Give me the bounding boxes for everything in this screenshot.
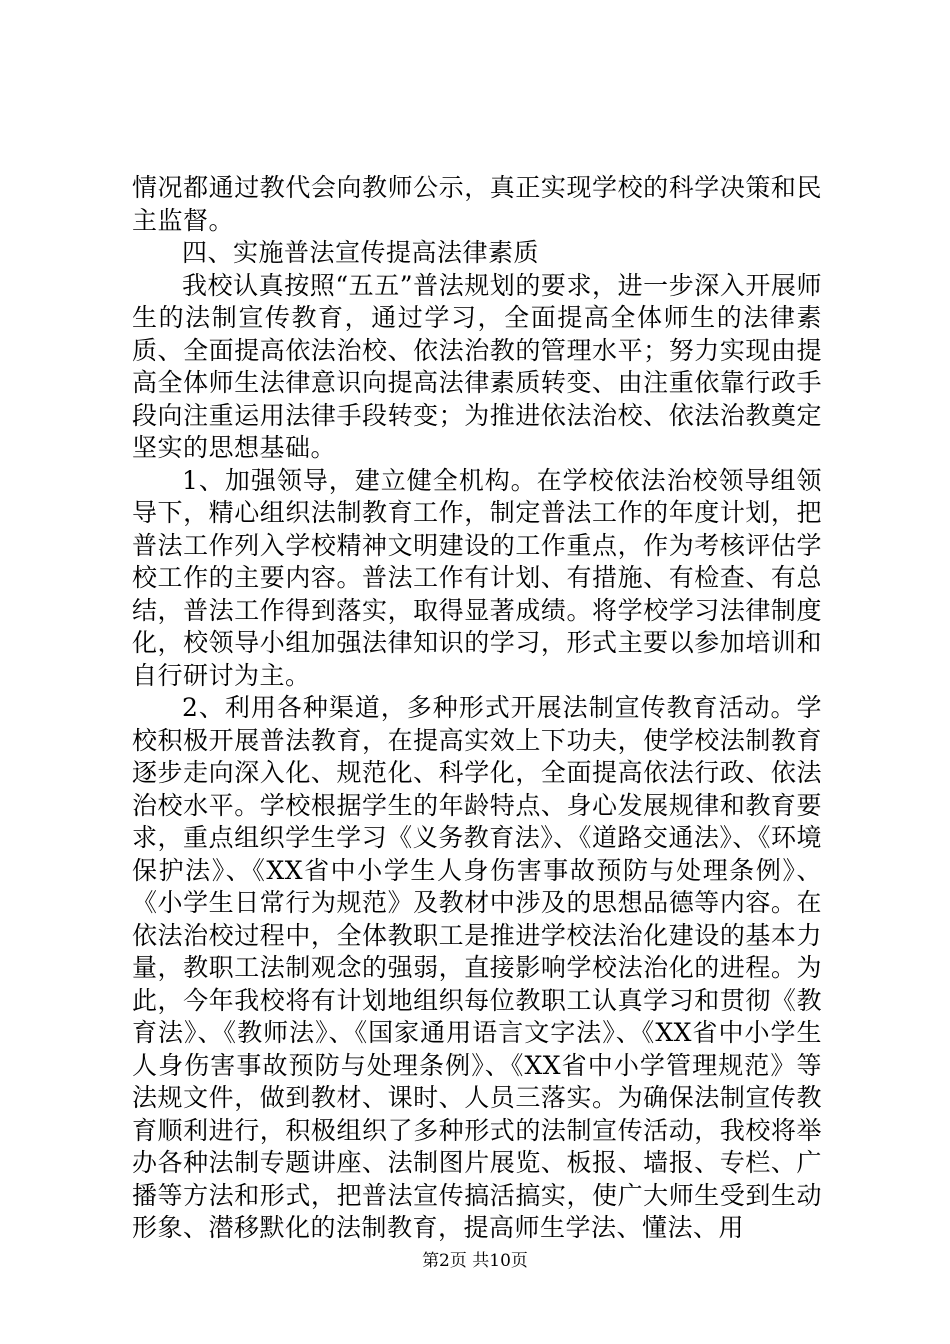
- paragraph-item-2: 2、利用各种渠道，多种形式开展法制宣传教育活动。学校积极开展普法教育，在提高实效上下功夫，使学校法制教育逐步走向深入化、规范化、科学化，全面提高依法行政、依法治校水平。学校根据学生的年龄特点、身心发展规律和教育要求，重点组织学生学习《义务教育法》、《道路交通法》、《环境保护法》、《XX省中小学生人身伤害事故预防与处理条例》、《小学生日常行为规范》及教材中涉及的思想品德等内容。在依法治校过程中，全体教职工是推进学校法治化建设的基本力量，教职工法制观念的强弱，直接影响学校法治化的进程。为此，今年我校将有计划地组织每位教职工认真学习和贯彻《教育法》、《教师法》、《国家通用语言文字法》、《XX省中小学生人身伤害事故预防与处理条例》、《XX省中小学管理规范》等法规文件，做到教材、课时、人员三落实。为确保法制宣传教育顺利进行，积极组织了多种形式的法制宣传活动，我校将举办各种法制专题讲座、法制图片展览、板报、墙报、专栏、广播等方法和形式，把普法宣传搞活搞实，使广大师生受到生动形象、潜移默化的法制教育，提高师生学法、懂法、用: [132, 693, 822, 1242]
- section-heading: 四、实施普法宣传提高法律素质: [182, 238, 540, 267]
- document-body: [132, 172, 822, 1245]
- page-number-footer: 第2页 共10页: [422, 1251, 528, 1271]
- paragraph-item-1: 1、加强领导，建立健全机构。在学校依法治校领导组领导下，精心组织法制教育工作，制定普法工作的年度计划，把普法工作列入学校精神文明建设的工作重点，作为考核评估学校工作的主要内容。普法工作有计划、有措施、有检查、有总结，普法工作得到落实，取得显著成绩。将学校学习法律制度化，校领导小组加强法律知识的学习，形式主要以参加培训和自行研讨为主。: [132, 465, 822, 690]
- paragraph-continuation: 情况都通过教代会向教师公示，真正实现学校的科学决策和民主监督。: [132, 173, 822, 235]
- paragraph-intro: 我校认真按照“五五”普法规划的要求，进一步深入开展师生的法制宣传教育，通过学习，全面提高全体师生的法律素质、全面提高依法治校、依法治教的管理水平；努力实现由提高全体师生法律意识向提高法律素质转变、由注重依靠行政手段向注重运用法律手段转变；为推进依法治校、依法治教奠定坚实的思想基础。: [132, 270, 822, 462]
